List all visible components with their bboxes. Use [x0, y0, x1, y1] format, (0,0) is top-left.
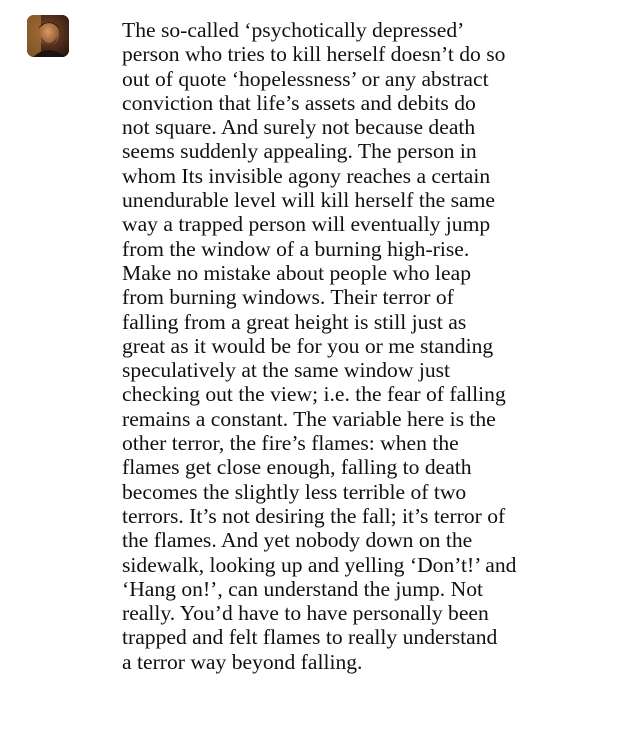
avatar[interactable] — [27, 15, 69, 57]
quote-line: great as it would be for you or me standing — [122, 333, 494, 358]
quote-line: not square. And surely not because death — [122, 115, 476, 140]
quote-line: flames get close enough, falling to death — [122, 455, 472, 480]
quote-line: seems suddenly appealing. The person in — [122, 139, 477, 164]
quote-line: conviction that life’s assets and debits do — [122, 90, 476, 115]
quote-line: unendurable level will kill herself the same — [122, 188, 495, 213]
quote-line: other terror, the fire’s flames: when the — [122, 431, 459, 456]
quote-text — [122, 18, 632, 674]
quote-line: terrors. It’s not desiring the fall; it’s terror of — [122, 503, 506, 528]
quote-line: out of quote ‘hopelessness’ or any abstract — [122, 66, 489, 91]
quote-line: really. You’d have to have personally been — [122, 601, 489, 626]
quote-line: The so-called ‘psychotically depressed’ — [122, 18, 465, 42]
user-avatar-photo-icon — [27, 15, 69, 57]
quote-line: falling from a great height is still just as — [122, 309, 467, 334]
quote-line: remains a constant. The variable here is the — [122, 406, 496, 431]
quote-line: Make no mistake about people who leap — [122, 260, 472, 285]
quote-line: person who tries to kill herself doesn’t do so — [122, 42, 506, 67]
quote-line: ‘Hang on!’, can understand the jump. Not — [122, 576, 483, 601]
quote-line: from the window of a burning high-rise. — [122, 236, 470, 261]
quote-line: way a trapped person will eventually jump — [122, 212, 491, 237]
quote-line: trapped and felt flames to really understand — [122, 625, 498, 650]
quote-line: sidewalk, looking up and yelling ‘Don’t!’ and — [122, 552, 517, 577]
quote-line: becomes the slightly less terrible of two — [122, 479, 467, 504]
quote-line: a terror way beyond falling. — [122, 649, 363, 674]
quote-line: checking out the view; i.e. the fear of falling — [122, 382, 506, 407]
quote-line: whom Its invisible agony reaches a certain — [122, 163, 491, 188]
quote-line: the flames. And yet nobody down on the — [122, 528, 473, 553]
quote-line: from burning windows. Their terror of — [122, 285, 454, 310]
quote-line: speculatively at the same window just — [122, 358, 451, 383]
